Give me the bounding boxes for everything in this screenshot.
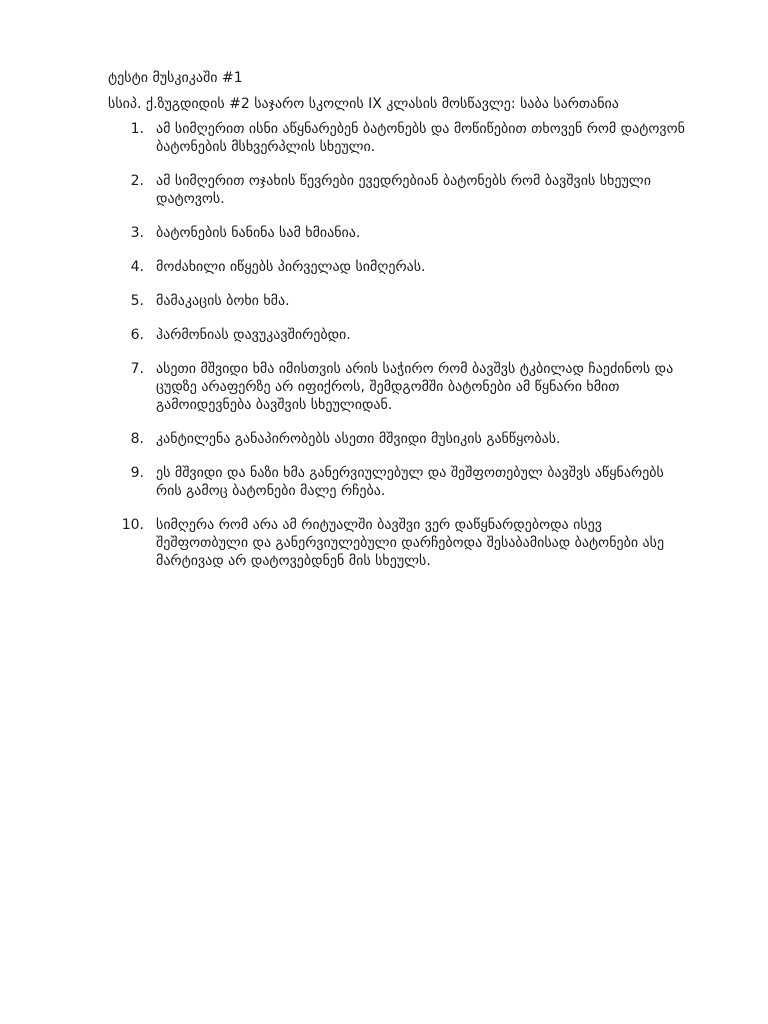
document-title: ტესტი მუსკიკაში #1 xyxy=(108,70,243,86)
question-list xyxy=(108,120,688,570)
question-text: ბატონების ნანინა სამ ხმიანია. xyxy=(156,225,361,241)
question-item xyxy=(108,430,688,448)
question-text: ეს მშვიდი და ნაზი ხმა განერვიულებულ და შეშფოთებულ ბავშვს აწყნარებს რის გამოც ბატონები მალე რჩება. xyxy=(156,465,664,499)
question-number: 5. xyxy=(130,293,144,309)
document-subtitle: სსიპ. ქ.ზუგდიდის #2 საჯარო სკოლის IX კლასის მოსწავლე: საბა სართანია xyxy=(108,96,619,112)
question-item xyxy=(108,292,688,310)
question-text: ამ სიმღერით ოჯახის წევრები ევედრებიან ბატონებს რომ ბავშვის სხეული დატოვოს. xyxy=(156,173,651,207)
question-text: კანტილენა განაპირობებს ასეთი მშვიდი მუსიკის განწყობას. xyxy=(156,431,561,447)
question-number: 3. xyxy=(130,225,144,241)
question-text: ამ სიმღერით ისნი აწყნარებენ ბატონებს და მოწიწებით თხოვენ რომ დატოვონ ბატონების მსხვერპლის სხეული. xyxy=(156,121,685,155)
question-number: 10. xyxy=(121,517,144,533)
question-item xyxy=(108,224,688,242)
question-item xyxy=(108,326,688,344)
question-item xyxy=(108,464,688,500)
question-text: მოძახილი იწყებს პირველად სიმღერას. xyxy=(156,259,426,275)
question-item xyxy=(108,172,688,208)
question-number: 4. xyxy=(130,259,144,275)
question-text: ასეთი მშვიდი ხმა იმისთვის არის საჭირო რომ ბავშვს ტკბილად ჩაეძინოს და ცუდზე არაფერზე არ იფიქროს, შემდგომში ბატონები ამ წყნარი ხმით გამოიდევნება ბავშვის სხეულიდან. xyxy=(156,361,674,413)
question-item xyxy=(108,516,688,570)
question-number: 1. xyxy=(130,121,144,137)
question-item xyxy=(108,360,688,414)
question-text: მამაკაცის ბოხი ხმა. xyxy=(156,293,290,309)
question-number: 8. xyxy=(130,431,144,447)
question-text: ჰარმონიას დავუკავშირებდი. xyxy=(156,327,351,343)
question-item xyxy=(108,258,688,276)
question-text: სიმღერა რომ არა ამ რიტუალში ბავშვი ვერ დაწყნარდებოდა ისევ შეშფოთბული და განერვიულებული დარჩებოდა შესაბამისად ბატონები ასე მარტივად არ დატოვებდნენ მის სხეულს. xyxy=(156,517,665,569)
question-item xyxy=(108,120,688,156)
question-number: 7. xyxy=(130,361,144,377)
question-number: 9. xyxy=(130,465,144,481)
question-number: 6. xyxy=(130,327,144,343)
question-number: 2. xyxy=(130,173,144,189)
